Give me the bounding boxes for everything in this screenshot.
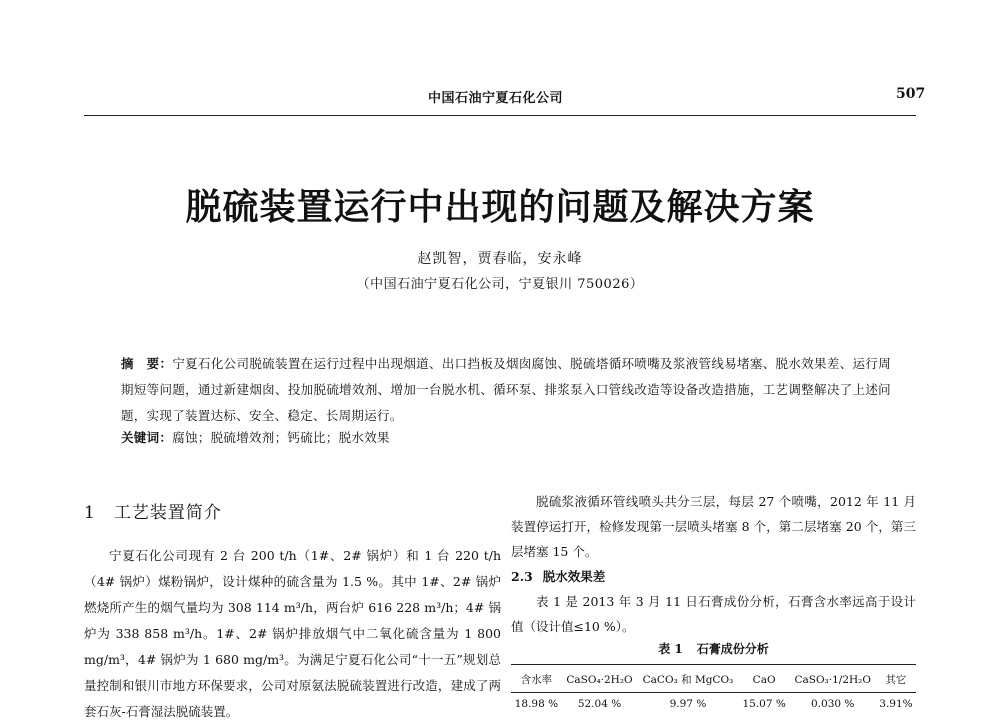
right-column [511, 489, 916, 639]
left-column [84, 543, 501, 725]
table-header-cell: 含水率 [520, 674, 553, 686]
table-cell: 52.04 % [577, 698, 622, 710]
table-header-cell: CaO [752, 673, 776, 686]
table-row [511, 692, 916, 726]
journal-name: 中国石油宁夏石化公司 [428, 91, 564, 106]
table-cell: 3.91% [879, 698, 913, 710]
table-cell: 18.98 % [514, 698, 559, 710]
table-header-cell: CaSO₄·2H₂O [566, 673, 633, 686]
section-1-number: 1 [84, 503, 96, 523]
table-cell: 9.97 % [669, 698, 707, 710]
subsection-2-3-number: 2.3 [511, 569, 533, 584]
table-1-title: 石膏成份分析 [696, 642, 769, 656]
section-1-heading [84, 498, 222, 523]
right-paragraph-2: 表 1 是 2013 年 3 月 11 日石膏成份分析，石膏含水率远高于设计值（设计值≤10 %）。 [511, 594, 916, 634]
abstract [121, 351, 891, 429]
abstract-text: 宁夏石化公司脱硫装置在运行过程中出现烟道、出口挡板及烟囱腐蚀、脱硫塔循环喷嘴及浆液管线易堵塞、脱水效果差、运行周期短等问题，通过新建烟囱、投加脱硫增效剂、增加一台脱水机、循环泵、排浆泵入口管线改造等设备改造措施，工艺调整解决了上述问题，实现了装置达标、安全、稳定、长周期运行。 [121, 356, 891, 423]
table-1-top-rule [511, 664, 916, 665]
table-header-cell: CaCO₃ 和 MgCO₃ [642, 674, 734, 686]
page-number: 507 [896, 86, 926, 102]
table-cell: 0.030 % [811, 698, 855, 710]
section-1-title: 工艺装置简介 [113, 503, 222, 523]
header-rule [84, 115, 916, 116]
right-paragraph-1: 脱硫浆液循环管线喷头共分三层，每层 27 个喷嘴，2012 年 11 月装置停运打开，检修发现第一层喷头堵塞 8 个，第二层堵塞 20 个，第三层堵塞 15 个。 [511, 494, 916, 559]
article-title: 脱硫装置运行中出现的问题及解决方案 [185, 186, 815, 228]
table-1-caption [511, 640, 916, 657]
subsection-2-3-heading [511, 564, 916, 589]
table-header-cell: CaSO₃·1/2H₂O [794, 673, 871, 686]
section-1-paragraph: 宁夏石化公司现有 2 台 200 t/h（1#、2# 锅炉）和 1 台 220 t/h（4# 锅炉）煤粉锅炉，设计煤种的硫含量为 1.5 %。其中 1#、2# 锅炉燃烧所产生的烟气量均为 308 114 m³/h，两台炉 616 228 m³/h；4# 锅炉为 338 858 m³/h。1#、2# 锅炉排放烟气中二氧化硫含量为 1 800 mg/m³，4# 锅炉为 1 680 mg/m³。为满足宁夏石化公司“十一五”规划总量控制和银川市地方环保要求，公司对原氨法脱硫装置进行改造，建成了两套石灰-石膏湿法脱硫装置。 [84, 548, 501, 719]
table-header-row [511, 667, 916, 692]
table-1-number: 表 1 [658, 642, 683, 656]
article-affiliation: （中国石油宁夏石化公司，宁夏银川 750026） [356, 277, 644, 292]
subsection-2-3-title: 脱水效果差 [542, 569, 606, 584]
abstract-label: 摘 要： [121, 356, 173, 371]
article-authors: 赵凯智，贾春临，安永峰 [417, 251, 583, 267]
table-header-cell: 其它 [885, 674, 907, 686]
table-1 [511, 667, 916, 726]
keywords-text: 腐蚀；脱硫增效剂；钙硫比；脱水效果 [172, 430, 390, 445]
keywords [121, 428, 891, 446]
keywords-label: 关键词： [121, 430, 173, 445]
table-cell: 15.07 % [742, 698, 786, 710]
